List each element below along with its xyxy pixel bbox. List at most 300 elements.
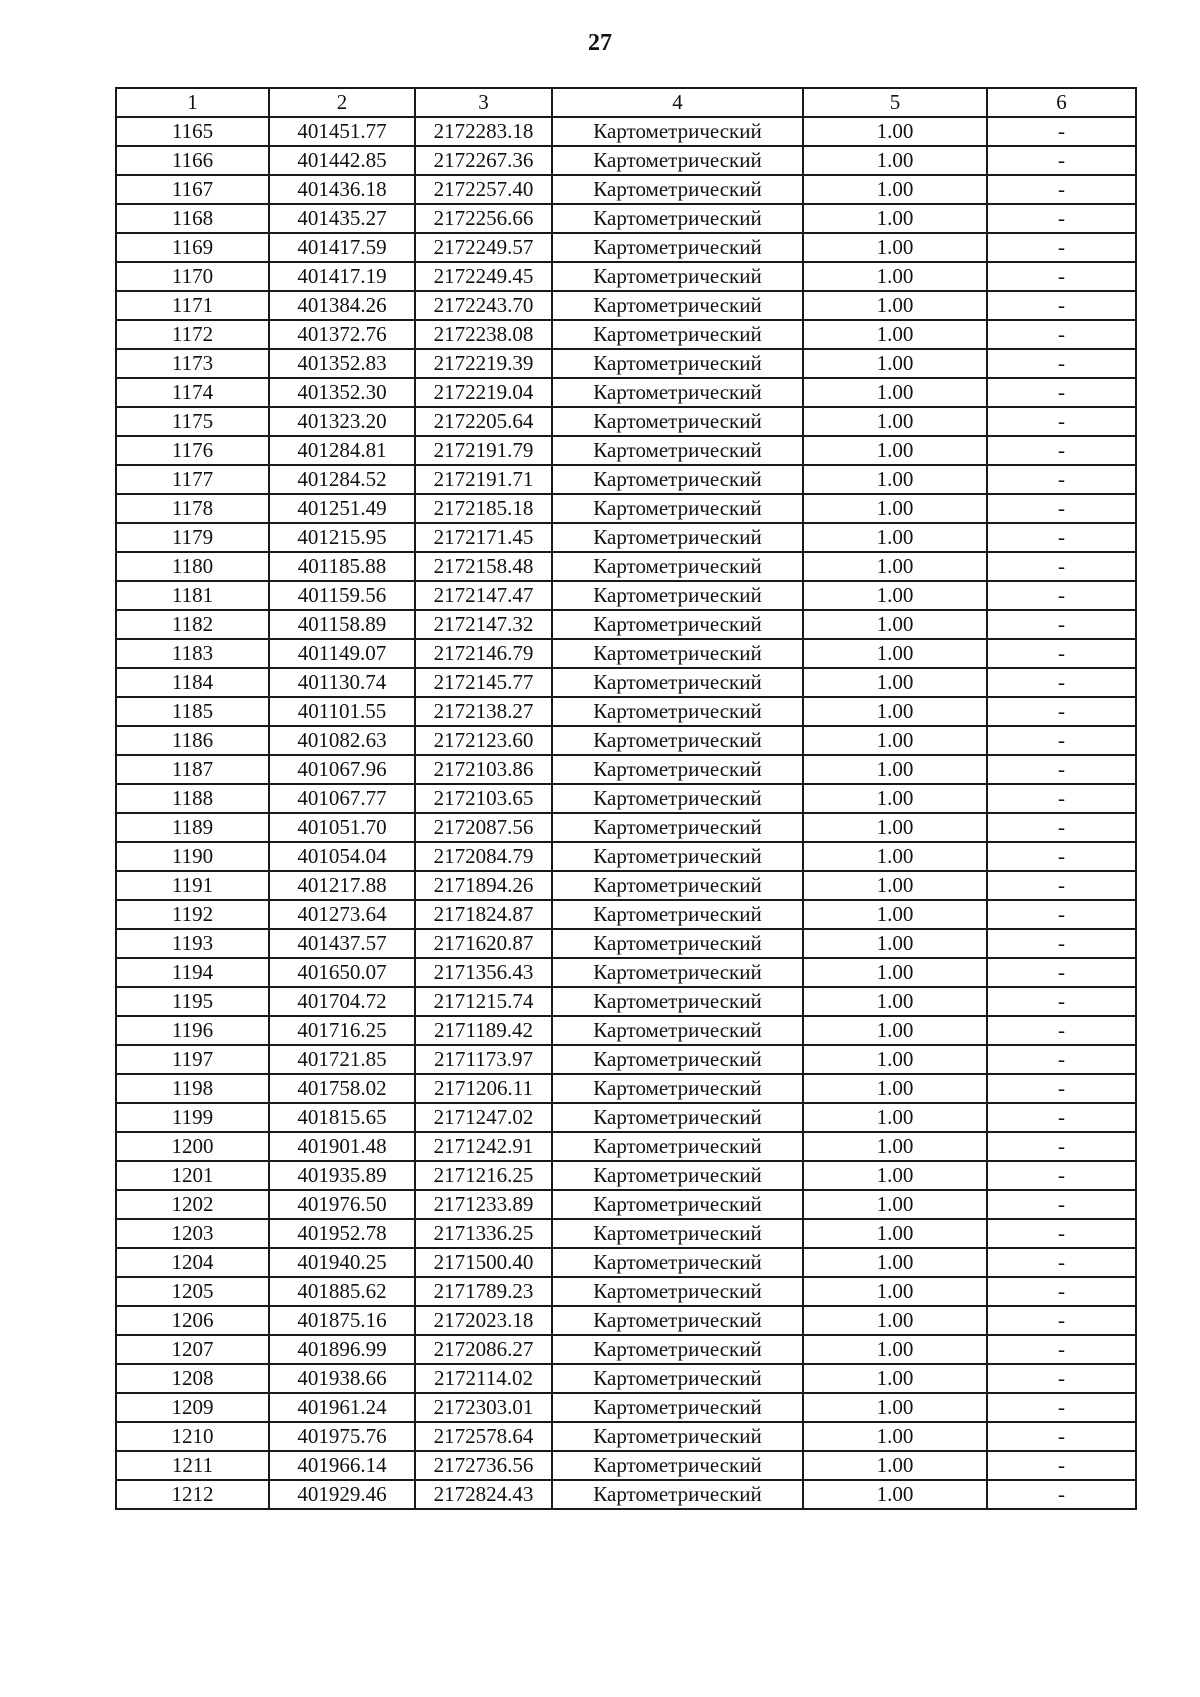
point-number-cell: 1180 [116, 552, 269, 581]
x-coordinate-cell: 401284.81 [269, 436, 415, 465]
x-coordinate-cell: 401159.56 [269, 581, 415, 610]
table-row [116, 842, 1136, 871]
table-row [116, 320, 1136, 349]
accuracy-cell: 1.00 [803, 697, 987, 726]
y-coordinate-cell: 2172267.36 [415, 146, 552, 175]
description-cell: - [987, 1306, 1136, 1335]
description-cell: - [987, 204, 1136, 233]
x-coordinate-cell: 401896.99 [269, 1335, 415, 1364]
accuracy-cell: 1.00 [803, 755, 987, 784]
point-number-cell: 1205 [116, 1277, 269, 1306]
point-number-cell: 1166 [116, 146, 269, 175]
page-number: 27 [588, 30, 612, 56]
point-number-cell: 1192 [116, 900, 269, 929]
x-coordinate-cell: 401901.48 [269, 1132, 415, 1161]
method-cell: Картометрический [552, 262, 803, 291]
accuracy-cell: 1.00 [803, 204, 987, 233]
description-cell: - [987, 175, 1136, 204]
method-cell: Картометрический [552, 1132, 803, 1161]
accuracy-cell: 1.00 [803, 871, 987, 900]
y-coordinate-cell: 2172084.79 [415, 842, 552, 871]
point-number-cell: 1193 [116, 929, 269, 958]
description-cell: - [987, 1103, 1136, 1132]
table-row [116, 1306, 1136, 1335]
accuracy-cell: 1.00 [803, 1480, 987, 1509]
method-cell: Картометрический [552, 349, 803, 378]
method-cell: Картометрический [552, 1306, 803, 1335]
method-cell: Картометрический [552, 1480, 803, 1509]
table-row [116, 929, 1136, 958]
table-row [116, 958, 1136, 987]
accuracy-cell: 1.00 [803, 1074, 987, 1103]
accuracy-cell: 1.00 [803, 378, 987, 407]
method-cell: Картометрический [552, 668, 803, 697]
description-cell: - [987, 610, 1136, 639]
accuracy-cell: 1.00 [803, 233, 987, 262]
point-number-cell: 1171 [116, 291, 269, 320]
accuracy-cell: 1.00 [803, 1451, 987, 1480]
y-coordinate-cell: 2172205.64 [415, 407, 552, 436]
point-number-cell: 1189 [116, 813, 269, 842]
table-row [116, 465, 1136, 494]
description-cell: - [987, 958, 1136, 987]
description-cell: - [987, 494, 1136, 523]
accuracy-cell: 1.00 [803, 552, 987, 581]
accuracy-cell: 1.00 [803, 291, 987, 320]
x-coordinate-cell: 401217.88 [269, 871, 415, 900]
accuracy-cell: 1.00 [803, 581, 987, 610]
column-header: 6 [987, 88, 1136, 117]
description-cell: - [987, 726, 1136, 755]
point-number-cell: 1200 [116, 1132, 269, 1161]
column-header: 2 [269, 88, 415, 117]
description-cell: - [987, 1074, 1136, 1103]
method-cell: Картометрический [552, 146, 803, 175]
description-cell: - [987, 1045, 1136, 1074]
description-cell: - [987, 378, 1136, 407]
table-row [116, 1277, 1136, 1306]
table-row [116, 1248, 1136, 1277]
description-cell: - [987, 1190, 1136, 1219]
y-coordinate-cell: 2171336.25 [415, 1219, 552, 1248]
y-coordinate-cell: 2172158.48 [415, 552, 552, 581]
table-header-row [116, 88, 1136, 117]
x-coordinate-cell: 401372.76 [269, 320, 415, 349]
y-coordinate-cell: 2172103.65 [415, 784, 552, 813]
point-number-cell: 1185 [116, 697, 269, 726]
table-row [116, 523, 1136, 552]
table-row [116, 697, 1136, 726]
method-cell: Картометрический [552, 291, 803, 320]
accuracy-cell: 1.00 [803, 668, 987, 697]
x-coordinate-cell: 401067.77 [269, 784, 415, 813]
x-coordinate-cell: 401273.64 [269, 900, 415, 929]
y-coordinate-cell: 2172086.27 [415, 1335, 552, 1364]
point-number-cell: 1201 [116, 1161, 269, 1190]
y-coordinate-cell: 2172145.77 [415, 668, 552, 697]
method-cell: Картометрический [552, 581, 803, 610]
point-number-cell: 1181 [116, 581, 269, 610]
y-coordinate-cell: 2172191.79 [415, 436, 552, 465]
x-coordinate-cell: 401758.02 [269, 1074, 415, 1103]
table-row [116, 146, 1136, 175]
table-row [116, 291, 1136, 320]
method-cell: Картометрический [552, 639, 803, 668]
accuracy-cell: 1.00 [803, 1364, 987, 1393]
table-row [116, 726, 1136, 755]
description-cell: - [987, 929, 1136, 958]
x-coordinate-cell: 401215.95 [269, 523, 415, 552]
accuracy-cell: 1.00 [803, 929, 987, 958]
method-cell: Картометрический [552, 233, 803, 262]
y-coordinate-cell: 2172736.56 [415, 1451, 552, 1480]
y-coordinate-cell: 2171242.91 [415, 1132, 552, 1161]
accuracy-cell: 1.00 [803, 610, 987, 639]
description-cell: - [987, 465, 1136, 494]
description-cell: - [987, 900, 1136, 929]
description-cell: - [987, 349, 1136, 378]
table-row [116, 494, 1136, 523]
y-coordinate-cell: 2172249.57 [415, 233, 552, 262]
table-row [116, 1132, 1136, 1161]
table-row [116, 436, 1136, 465]
method-cell: Картометрический [552, 610, 803, 639]
method-cell: Картометрический [552, 871, 803, 900]
table-row [116, 784, 1136, 813]
method-cell: Картометрический [552, 117, 803, 146]
method-cell: Картометрический [552, 1277, 803, 1306]
point-number-cell: 1203 [116, 1219, 269, 1248]
x-coordinate-cell: 401704.72 [269, 987, 415, 1016]
y-coordinate-cell: 2172171.45 [415, 523, 552, 552]
method-cell: Картометрический [552, 320, 803, 349]
accuracy-cell: 1.00 [803, 1219, 987, 1248]
method-cell: Картометрический [552, 175, 803, 204]
method-cell: Картометрический [552, 697, 803, 726]
description-cell: - [987, 291, 1136, 320]
point-number-cell: 1173 [116, 349, 269, 378]
accuracy-cell: 1.00 [803, 1016, 987, 1045]
y-coordinate-cell: 2171356.43 [415, 958, 552, 987]
method-cell: Картометрический [552, 813, 803, 842]
description-cell: - [987, 755, 1136, 784]
method-cell: Картометрический [552, 1393, 803, 1422]
method-cell: Картометрический [552, 1248, 803, 1277]
description-cell: - [987, 262, 1136, 291]
x-coordinate-cell: 401940.25 [269, 1248, 415, 1277]
method-cell: Картометрический [552, 929, 803, 958]
accuracy-cell: 1.00 [803, 958, 987, 987]
table-row [116, 639, 1136, 668]
point-number-cell: 1196 [116, 1016, 269, 1045]
description-cell: - [987, 1480, 1136, 1509]
description-cell: - [987, 146, 1136, 175]
x-coordinate-cell: 401966.14 [269, 1451, 415, 1480]
x-coordinate-cell: 401082.63 [269, 726, 415, 755]
x-coordinate-cell: 401885.62 [269, 1277, 415, 1306]
column-header: 5 [803, 88, 987, 117]
description-cell: - [987, 784, 1136, 813]
description-cell: - [987, 523, 1136, 552]
point-number-cell: 1177 [116, 465, 269, 494]
accuracy-cell: 1.00 [803, 813, 987, 842]
y-coordinate-cell: 2172138.27 [415, 697, 552, 726]
method-cell: Картометрический [552, 465, 803, 494]
y-coordinate-cell: 2172303.01 [415, 1393, 552, 1422]
y-coordinate-cell: 2172578.64 [415, 1422, 552, 1451]
y-coordinate-cell: 2172256.66 [415, 204, 552, 233]
accuracy-cell: 1.00 [803, 1422, 987, 1451]
x-coordinate-cell: 401815.65 [269, 1103, 415, 1132]
method-cell: Картометрический [552, 407, 803, 436]
x-coordinate-cell: 401975.76 [269, 1422, 415, 1451]
method-cell: Картометрический [552, 958, 803, 987]
y-coordinate-cell: 2172087.56 [415, 813, 552, 842]
x-coordinate-cell: 401352.30 [269, 378, 415, 407]
method-cell: Картометрический [552, 1016, 803, 1045]
table-row [116, 233, 1136, 262]
method-cell: Картометрический [552, 1335, 803, 1364]
y-coordinate-cell: 2171247.02 [415, 1103, 552, 1132]
accuracy-cell: 1.00 [803, 523, 987, 552]
y-coordinate-cell: 2172238.08 [415, 320, 552, 349]
x-coordinate-cell: 401436.18 [269, 175, 415, 204]
table-row [116, 987, 1136, 1016]
description-cell: - [987, 639, 1136, 668]
x-coordinate-cell: 401054.04 [269, 842, 415, 871]
description-cell: - [987, 1364, 1136, 1393]
accuracy-cell: 1.00 [803, 1248, 987, 1277]
point-number-cell: 1184 [116, 668, 269, 697]
table-row [116, 117, 1136, 146]
x-coordinate-cell: 401067.96 [269, 755, 415, 784]
description-cell: - [987, 1016, 1136, 1045]
point-number-cell: 1170 [116, 262, 269, 291]
accuracy-cell: 1.00 [803, 262, 987, 291]
column-header: 4 [552, 88, 803, 117]
table-row [116, 1161, 1136, 1190]
description-cell: - [987, 987, 1136, 1016]
x-coordinate-cell: 401251.49 [269, 494, 415, 523]
accuracy-cell: 1.00 [803, 175, 987, 204]
x-coordinate-cell: 401716.25 [269, 1016, 415, 1045]
description-cell: - [987, 1219, 1136, 1248]
method-cell: Картометрический [552, 784, 803, 813]
x-coordinate-cell: 401352.83 [269, 349, 415, 378]
description-cell: - [987, 1277, 1136, 1306]
accuracy-cell: 1.00 [803, 436, 987, 465]
method-cell: Картометрический [552, 842, 803, 871]
x-coordinate-cell: 401384.26 [269, 291, 415, 320]
method-cell: Картометрический [552, 378, 803, 407]
table-row [116, 871, 1136, 900]
y-coordinate-cell: 2172249.45 [415, 262, 552, 291]
description-cell: - [987, 871, 1136, 900]
accuracy-cell: 1.00 [803, 1132, 987, 1161]
method-cell: Картометрический [552, 1045, 803, 1074]
table-row [116, 900, 1136, 929]
description-cell: - [987, 1335, 1136, 1364]
table-row [116, 1074, 1136, 1103]
point-number-cell: 1186 [116, 726, 269, 755]
table-row [116, 1219, 1136, 1248]
table-row [116, 1190, 1136, 1219]
y-coordinate-cell: 2171215.74 [415, 987, 552, 1016]
method-cell: Картометрический [552, 494, 803, 523]
point-number-cell: 1176 [116, 436, 269, 465]
accuracy-cell: 1.00 [803, 117, 987, 146]
x-coordinate-cell: 401130.74 [269, 668, 415, 697]
column-header: 1 [116, 88, 269, 117]
y-coordinate-cell: 2172103.86 [415, 755, 552, 784]
x-coordinate-cell: 401442.85 [269, 146, 415, 175]
point-number-cell: 1209 [116, 1393, 269, 1422]
x-coordinate-cell: 401938.66 [269, 1364, 415, 1393]
table-row [116, 552, 1136, 581]
point-number-cell: 1199 [116, 1103, 269, 1132]
table-row [116, 581, 1136, 610]
description-cell: - [987, 552, 1136, 581]
x-coordinate-cell: 401149.07 [269, 639, 415, 668]
accuracy-cell: 1.00 [803, 1306, 987, 1335]
table-row [116, 1016, 1136, 1045]
point-number-cell: 1210 [116, 1422, 269, 1451]
table-row [116, 204, 1136, 233]
x-coordinate-cell: 401875.16 [269, 1306, 415, 1335]
description-cell: - [987, 1451, 1136, 1480]
y-coordinate-cell: 2171620.87 [415, 929, 552, 958]
table-row [116, 610, 1136, 639]
method-cell: Картометрический [552, 755, 803, 784]
description-cell: - [987, 1248, 1136, 1277]
method-cell: Картометрический [552, 552, 803, 581]
point-number-cell: 1198 [116, 1074, 269, 1103]
accuracy-cell: 1.00 [803, 639, 987, 668]
y-coordinate-cell: 2172283.18 [415, 117, 552, 146]
table-row [116, 1103, 1136, 1132]
x-coordinate-cell: 401437.57 [269, 929, 415, 958]
point-number-cell: 1188 [116, 784, 269, 813]
method-cell: Картометрический [552, 1422, 803, 1451]
x-coordinate-cell: 401721.85 [269, 1045, 415, 1074]
accuracy-cell: 1.00 [803, 1103, 987, 1132]
x-coordinate-cell: 401323.20 [269, 407, 415, 436]
table-row [116, 668, 1136, 697]
table-row [116, 349, 1136, 378]
y-coordinate-cell: 2171216.25 [415, 1161, 552, 1190]
y-coordinate-cell: 2172257.40 [415, 175, 552, 204]
description-cell: - [987, 320, 1136, 349]
x-coordinate-cell: 401417.59 [269, 233, 415, 262]
description-cell: - [987, 1393, 1136, 1422]
method-cell: Картометрический [552, 523, 803, 552]
point-number-cell: 1206 [116, 1306, 269, 1335]
table-body [116, 117, 1136, 1509]
x-coordinate-cell: 401101.55 [269, 697, 415, 726]
description-cell: - [987, 581, 1136, 610]
method-cell: Картометрический [552, 1451, 803, 1480]
x-coordinate-cell: 401051.70 [269, 813, 415, 842]
description-cell: - [987, 697, 1136, 726]
point-number-cell: 1175 [116, 407, 269, 436]
point-number-cell: 1165 [116, 117, 269, 146]
point-number-cell: 1178 [116, 494, 269, 523]
x-coordinate-cell: 401935.89 [269, 1161, 415, 1190]
accuracy-cell: 1.00 [803, 1277, 987, 1306]
point-number-cell: 1187 [116, 755, 269, 784]
accuracy-cell: 1.00 [803, 465, 987, 494]
accuracy-cell: 1.00 [803, 726, 987, 755]
y-coordinate-cell: 2172123.60 [415, 726, 552, 755]
table-row [116, 262, 1136, 291]
y-coordinate-cell: 2172185.18 [415, 494, 552, 523]
description-cell: - [987, 233, 1136, 262]
table-row [116, 1045, 1136, 1074]
table-row [116, 1364, 1136, 1393]
y-coordinate-cell: 2172147.47 [415, 581, 552, 610]
x-coordinate-cell: 401976.50 [269, 1190, 415, 1219]
x-coordinate-cell: 401158.89 [269, 610, 415, 639]
y-coordinate-cell: 2171500.40 [415, 1248, 552, 1277]
y-coordinate-cell: 2172146.79 [415, 639, 552, 668]
x-coordinate-cell: 401961.24 [269, 1393, 415, 1422]
description-cell: - [987, 436, 1136, 465]
y-coordinate-cell: 2171173.97 [415, 1045, 552, 1074]
method-cell: Картометрический [552, 900, 803, 929]
description-cell: - [987, 668, 1136, 697]
table-row [116, 755, 1136, 784]
accuracy-cell: 1.00 [803, 320, 987, 349]
coordinates-table [115, 87, 1137, 1510]
y-coordinate-cell: 2171233.89 [415, 1190, 552, 1219]
accuracy-cell: 1.00 [803, 349, 987, 378]
accuracy-cell: 1.00 [803, 407, 987, 436]
description-cell: - [987, 1132, 1136, 1161]
x-coordinate-cell: 401451.77 [269, 117, 415, 146]
method-cell: Картометрический [552, 1190, 803, 1219]
point-number-cell: 1211 [116, 1451, 269, 1480]
description-cell: - [987, 117, 1136, 146]
table-row [116, 1393, 1136, 1422]
method-cell: Картометрический [552, 1364, 803, 1393]
method-cell: Картометрический [552, 987, 803, 1016]
point-number-cell: 1169 [116, 233, 269, 262]
method-cell: Картометрический [552, 1161, 803, 1190]
x-coordinate-cell: 401284.52 [269, 465, 415, 494]
point-number-cell: 1191 [116, 871, 269, 900]
point-number-cell: 1207 [116, 1335, 269, 1364]
accuracy-cell: 1.00 [803, 146, 987, 175]
table-row [116, 378, 1136, 407]
accuracy-cell: 1.00 [803, 1190, 987, 1219]
x-coordinate-cell: 401650.07 [269, 958, 415, 987]
x-coordinate-cell: 401417.19 [269, 262, 415, 291]
x-coordinate-cell: 401929.46 [269, 1480, 415, 1509]
description-cell: - [987, 842, 1136, 871]
point-number-cell: 1182 [116, 610, 269, 639]
method-cell: Картометрический [552, 1219, 803, 1248]
point-number-cell: 1183 [116, 639, 269, 668]
method-cell: Картометрический [552, 436, 803, 465]
y-coordinate-cell: 2172023.18 [415, 1306, 552, 1335]
table-row [116, 1451, 1136, 1480]
description-cell: - [987, 1161, 1136, 1190]
accuracy-cell: 1.00 [803, 784, 987, 813]
method-cell: Картометрический [552, 726, 803, 755]
accuracy-cell: 1.00 [803, 1161, 987, 1190]
y-coordinate-cell: 2172147.32 [415, 610, 552, 639]
y-coordinate-cell: 2171206.11 [415, 1074, 552, 1103]
